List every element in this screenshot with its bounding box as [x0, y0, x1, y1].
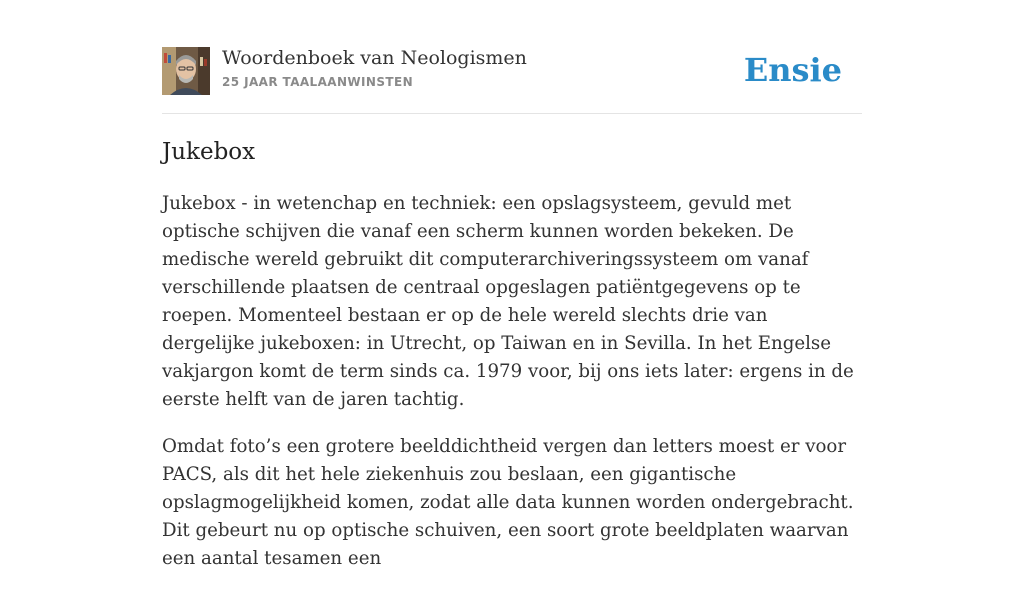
site-subtitle: 25 JAAR TAALAANWINSTEN — [222, 75, 414, 89]
entry-title: Jukebox — [162, 139, 256, 165]
brand-logo[interactable]: Ensie — [743, 51, 842, 89]
entry-body — [162, 190, 862, 592]
site-header — [162, 46, 862, 96]
avatar-portrait-icon — [162, 47, 210, 95]
entry-paragraph: Omdat foto’s een grotere beelddichtheid vergen dan letters moest er voor PACS, als dit het hele ziekenhuis zou beslaan, een gigantische opslagmogelijkheid komen, zodat alle data kunnen worden ondergebracht. Dit gebeurt nu op optische schuiven, een soort grote beeldplaten waarvan een aantal tesamen een — [162, 436, 854, 569]
site-title[interactable]: Woordenboek van Neologismen — [222, 47, 527, 69]
entry-paragraph: Jukebox - in wetenchap en techniek: een opslagsysteem, gevuld met optische schijven die vanaf een scherm kunnen worden bekeken. De medische wereld gebruikt dit computerarchiveringssysteem om vanaf verschillende plaatsen de centraal opgeslagen patiëntgegevens op te roepen. Momenteel bestaan er op de hele wereld slechts drie van dergelijke jukeboxen: in Utrecht, op Taiwan en in Sevilla. In het Engelse vakjargon komt de term sinds ca. 1979 voor, bij ons iets later: ergens in de eerste helft van de jaren tachtig. — [162, 193, 854, 410]
header-divider — [162, 113, 862, 114]
author-avatar[interactable] — [162, 47, 210, 95]
